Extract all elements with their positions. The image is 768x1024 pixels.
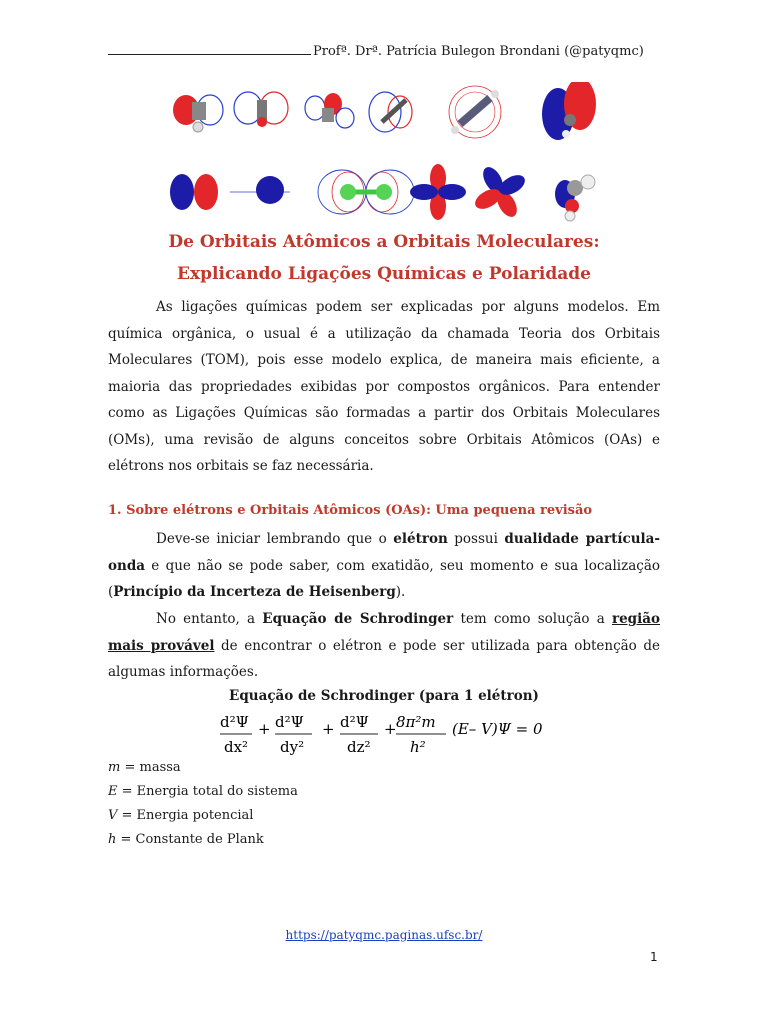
title-line-2: Explicando Ligações Químicas e Polaridade xyxy=(177,264,591,284)
page-header xyxy=(108,44,663,59)
svg-text:+: + xyxy=(258,720,271,738)
svg-text:h²: h² xyxy=(410,738,426,756)
orbital-fig-12 xyxy=(555,175,595,221)
molecular-orbitals-illustration xyxy=(170,82,610,232)
orbital-fig-2 xyxy=(234,92,288,127)
orbital-fig-9 xyxy=(318,170,414,214)
page-number: 1 xyxy=(650,950,658,964)
orbital-fig-4 xyxy=(369,92,412,132)
schrodinger-equation xyxy=(220,710,560,760)
orbital-fig-6 xyxy=(542,82,596,140)
svg-text:d²Ψ: d²Ψ xyxy=(340,713,369,731)
svg-text:+: + xyxy=(322,720,335,738)
variable-h: h = Constante de Plank xyxy=(108,832,264,847)
intro-paragraph: As ligações químicas podem ser explicadas por alguns modelos. Em química orgânica, o usual é a utilização da chamada Teoria dos Orbitais Moleculares (TOM), pois esse modelo explica, de maneira mais eficiente, a maioria das propriedades exibidas por compostos orgânicos. Para entender como as Ligações Químicas são formadas a partir dos Orbitais Moleculares (OMs), uma revisão de alguns conceitos sobre Orbitais Atômicos (OAs) e elétrons nos orbitais se faz necessária. xyxy=(108,299,660,474)
section-1-heading: 1. Sobre elétrons e Orbitais Atômicos (OAs): Uma pequena revisão xyxy=(108,503,593,518)
orbital-fig-8 xyxy=(230,176,290,204)
footer-link[interactable]: https://patyqmc.paginas.ufsc.br/ xyxy=(285,928,483,942)
orbital-fig-3 xyxy=(305,93,354,128)
svg-text:(E– V)Ψ = 0: (E– V)Ψ = 0 xyxy=(452,720,543,738)
svg-text:+: + xyxy=(384,720,397,738)
svg-text:dy²: dy² xyxy=(280,738,305,756)
header-author: Profª. Drª. Patrícia Bulegon Brondani (@patyqmc) xyxy=(313,44,644,59)
orbital-fig-10 xyxy=(410,164,466,220)
orbital-fig-11 xyxy=(472,164,528,220)
svg-text:dx²: dx² xyxy=(224,738,249,756)
svg-text:8π²m: 8π²m xyxy=(396,713,436,731)
paragraph-schrodinger: No entanto, a Equação de Schrodinger tem como solução a região mais provável de encontrar o elétron e pode ser utilizada para obtenção de algumas informações. xyxy=(108,611,661,680)
equation-title: Equação de Schrodinger (para 1 elétron) xyxy=(229,688,539,704)
header-rule xyxy=(108,54,311,55)
paragraph-electron: Deve-se iniciar lembrando que o elétron possui dualidade partícula-onda e que não se pode saber, com exatidão, seu momento e sua localização (Princípio da Incerteza de Heisenberg). xyxy=(108,531,660,600)
svg-text:d²Ψ: d²Ψ xyxy=(275,713,304,731)
title-line-1: De Orbitais Atômicos a Orbitais Moleculares: xyxy=(168,232,600,252)
variable-e: E = Energia total do sistema xyxy=(108,784,298,799)
variable-m: m = massa xyxy=(108,760,181,775)
svg-text:d²Ψ: d²Ψ xyxy=(220,713,249,731)
orbital-fig-7 xyxy=(170,174,218,210)
orbital-fig-5 xyxy=(449,86,501,138)
svg-text:dz²: dz² xyxy=(347,738,371,756)
orbital-fig-1 xyxy=(173,95,223,132)
variable-v: V = Energia potencial xyxy=(108,808,254,823)
